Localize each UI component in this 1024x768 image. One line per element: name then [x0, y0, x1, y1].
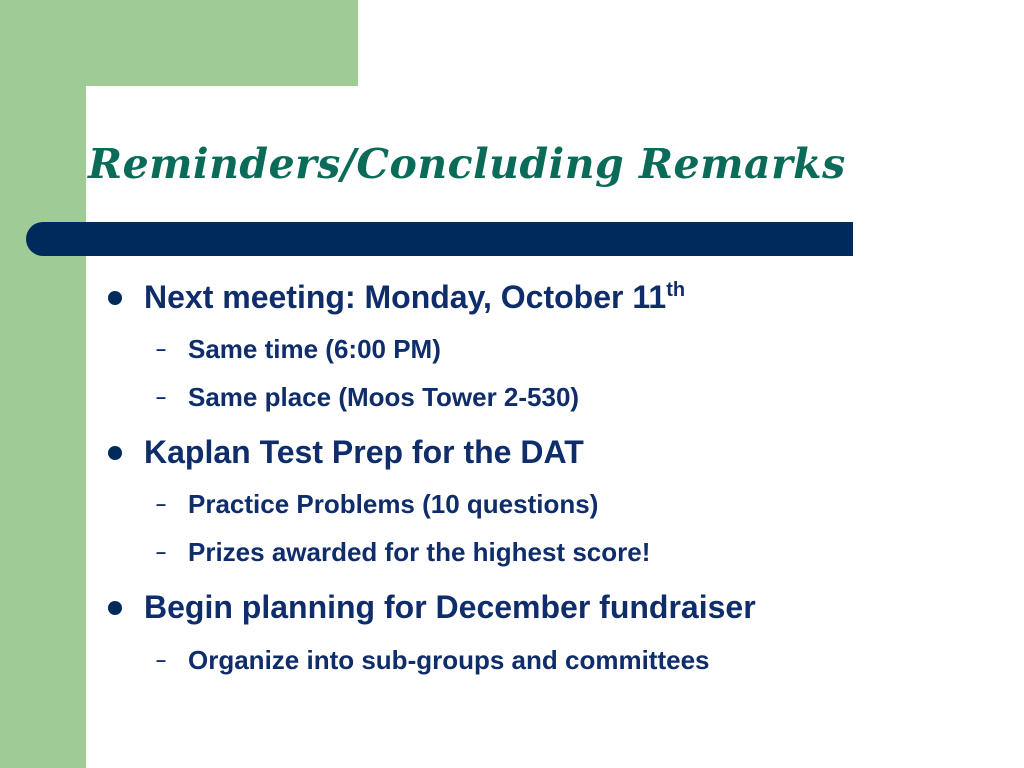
bullet-dot-icon	[108, 601, 122, 615]
bullet-item-next-meeting	[144, 278, 685, 321]
bullet-text: Next meeting: Monday, October 11	[144, 279, 667, 315]
dash-icon: –	[156, 339, 167, 359]
sub-item-practice-problems: Practice Problems (10 questions)	[188, 489, 599, 519]
bullet-dot-icon	[108, 446, 122, 460]
bullet-item-fundraiser: Begin planning for December fundraiser	[144, 589, 756, 625]
sub-item-organize: Organize into sub-groups and committees	[188, 645, 710, 675]
sub-item-same-time: Same time (6:00 PM)	[188, 334, 441, 364]
sub-item-same-place: Same place (Moos Tower 2-530)	[188, 382, 580, 412]
dash-icon: –	[156, 650, 167, 670]
dash-icon: –	[156, 387, 167, 407]
bullet-dot-icon	[108, 291, 122, 305]
sub-item-prizes: Prizes awarded for the highest score!	[188, 537, 651, 567]
slide-title: Reminders/Concluding Remarks	[88, 140, 846, 188]
dash-icon: –	[156, 494, 167, 514]
dash-icon: –	[156, 542, 167, 562]
bullet-item-kaplan: Kaplan Test Prep for the DAT	[144, 434, 584, 470]
bullet-superscript: th	[666, 279, 686, 301]
